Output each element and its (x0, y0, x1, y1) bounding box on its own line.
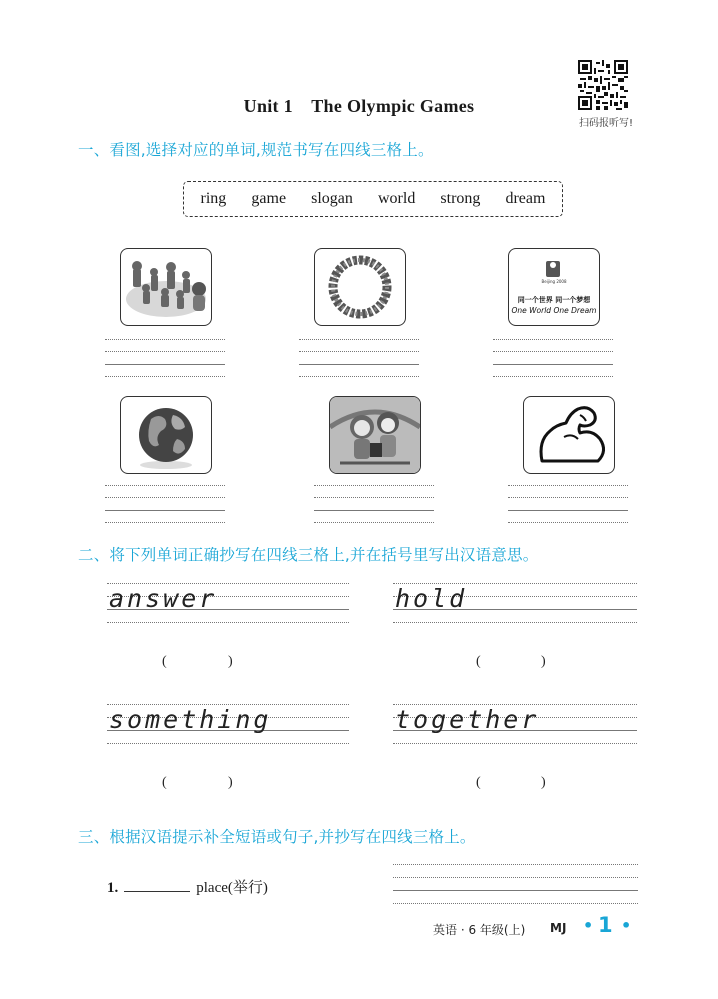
meaning-paren-open: ( (162, 654, 167, 669)
copy-word: answer (109, 584, 218, 613)
meaning-input[interactable] (172, 654, 224, 672)
handwriting-lines[interactable] (299, 339, 419, 375)
handwriting-lines[interactable] (493, 339, 613, 375)
handwriting-lines[interactable] (105, 485, 225, 521)
section3-heading: 三、根据汉语提示补全短语或句子,并抄写在四线三格上。 (78, 828, 476, 846)
copy-lines-hold[interactable] (393, 583, 637, 623)
handwriting-lines[interactable] (393, 864, 638, 904)
footer-edition: MJ (550, 921, 567, 935)
slogan-cn-text: 同一个世界 同一个梦想 (517, 296, 591, 304)
footer-subject: 英语 · 6 年级(上) (433, 923, 526, 937)
word-bank-item: slogan (311, 190, 353, 207)
word-bank-item: ring (200, 190, 227, 207)
meaning-paren-open: ( (476, 775, 481, 790)
page-number: 1 (598, 913, 613, 937)
copy-lines-answer[interactable] (107, 583, 349, 623)
meaning-paren-open: ( (476, 654, 481, 669)
copy-lines-something[interactable] (107, 704, 349, 744)
meaning-paren-close: ) (541, 654, 546, 669)
slogan-picture (508, 248, 600, 326)
copy-word: something (109, 705, 272, 734)
meaning-input[interactable] (486, 654, 538, 672)
section1-heading: 一、看图,选择对应的单词,规范书写在四线三格上。 (78, 141, 434, 159)
meaning-paren-open: ( (162, 775, 167, 790)
word-bank-item: world (377, 190, 416, 207)
handwriting-lines[interactable] (314, 485, 434, 521)
copy-lines-together[interactable] (393, 704, 637, 744)
meaning-paren-close: ) (228, 654, 233, 669)
ring-wreath-picture (314, 248, 406, 326)
word-bank-item: dream (505, 190, 546, 207)
word-bank-item: strong (440, 190, 481, 207)
handwriting-lines[interactable] (508, 485, 628, 521)
copy-word: hold (395, 584, 468, 613)
meaning-paren-close: ) (541, 775, 546, 790)
kids-dream-picture (329, 396, 421, 474)
qr-caption: 扫码报听写! (578, 118, 633, 129)
strong-arm-picture (523, 396, 615, 474)
footer-bullet: • (621, 916, 632, 935)
globe-picture (120, 396, 212, 474)
qr-code-icon[interactable] (578, 60, 628, 110)
page-title: Unit 1 The Olympic Games (243, 96, 475, 116)
word-bank (183, 181, 563, 217)
question-number: 1. (107, 880, 119, 896)
question-text: place (196, 880, 228, 896)
handwriting-lines[interactable] (105, 339, 225, 375)
game-figures-picture (120, 248, 212, 326)
copy-word: together (395, 705, 540, 734)
question-hint: (举行) (227, 880, 268, 896)
word-bank-item: game (251, 190, 287, 207)
svg-text:Beijing 2008: Beijing 2008 (541, 279, 567, 284)
slogan-en-text: One World One Dream (511, 306, 597, 315)
meaning-input[interactable] (486, 775, 538, 793)
footer-bullet: • (583, 916, 594, 935)
section2-heading: 二、将下列单词正确抄写在四线三格上,并在括号里写出汉语意思。 (78, 546, 539, 564)
fill-blank[interactable] (124, 877, 190, 892)
meaning-paren-close: ) (228, 775, 233, 790)
meaning-input[interactable] (172, 775, 224, 793)
question-1 (107, 876, 268, 897)
